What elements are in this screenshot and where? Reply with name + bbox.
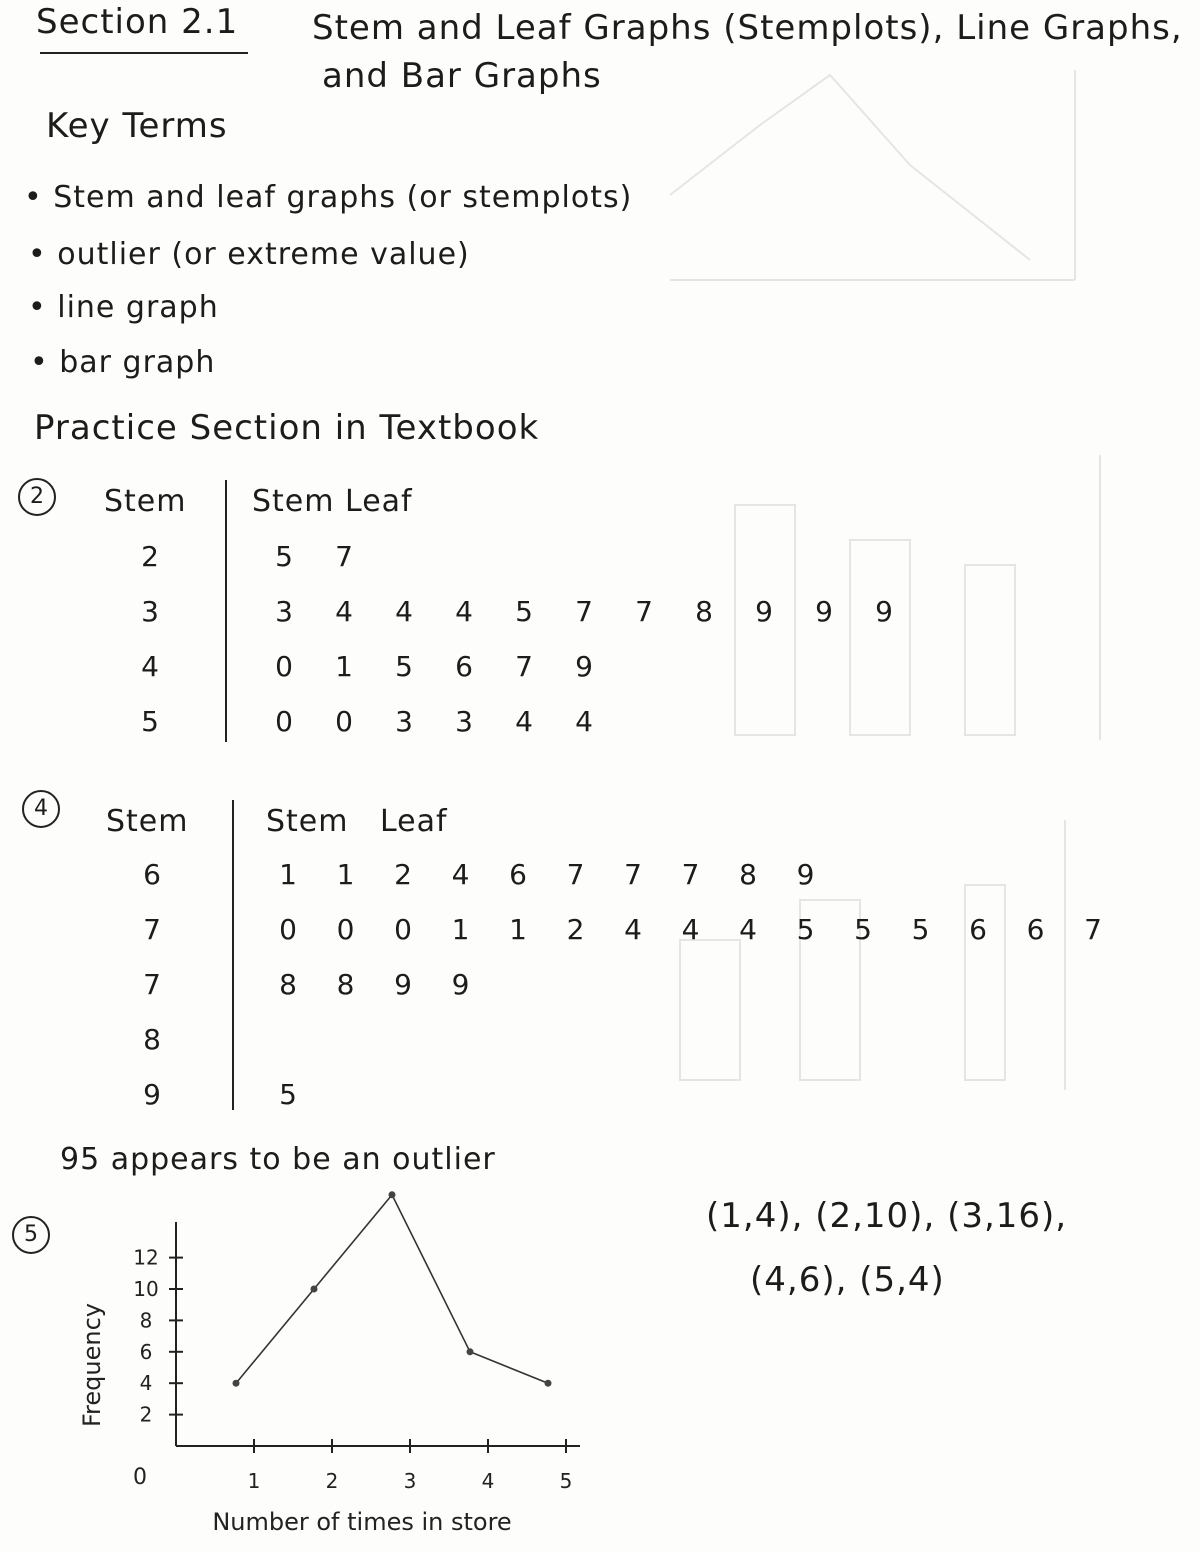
p2-leaf: 0 — [275, 650, 293, 683]
p2-leaf: 9 — [755, 595, 773, 628]
p4-leaf: 6 — [1026, 913, 1045, 946]
x-tick-label: 2 — [325, 1469, 339, 1493]
p2-stem-leaf-header: Stem Leaf — [252, 484, 413, 519]
p2-leaf: 5 — [395, 650, 413, 683]
problem-number-4: 4 — [22, 790, 60, 828]
p4-leaf: 9 — [796, 858, 815, 891]
ordered-pairs-line1: (1,4), (2,10), (3,16), — [706, 1196, 1068, 1236]
p4-leaf: 8 — [279, 968, 297, 1001]
p2-stem: 2 — [141, 540, 159, 573]
p2-leaf: 5 — [275, 540, 293, 573]
ordered-pairs-line2: (4,6), (5,4) — [750, 1260, 945, 1300]
key-term-item: • line graph — [28, 290, 219, 325]
p4-leaf: 5 — [854, 913, 872, 946]
y-tick-label: 6 — [139, 1339, 153, 1364]
key-term-text: outlier (or extreme value) — [57, 237, 470, 272]
p4-leaf: 5 — [279, 1078, 297, 1111]
p4-leaf: 8 — [739, 858, 757, 891]
key-terms-heading: Key Terms — [46, 106, 228, 146]
x-tick-label: 3 — [403, 1469, 417, 1493]
p2-leaf: 6 — [455, 650, 473, 683]
key-term-text: line graph — [57, 290, 219, 325]
p2-leaf: 4 — [335, 595, 353, 628]
p4-leaf: 8 — [336, 968, 355, 1001]
p4-leaf: 1 — [451, 913, 470, 946]
p4-stem-header: Stem — [106, 804, 189, 839]
p2-stem-divider — [225, 480, 227, 742]
p4-stem: 8 — [143, 1023, 161, 1056]
y-tick-label: 2 — [139, 1402, 153, 1427]
p4-leaf-header: Leaf — [380, 804, 448, 839]
x-tick-label: 1 — [247, 1469, 261, 1493]
p4-stem: 9 — [143, 1078, 161, 1111]
p2-leaf: 7 — [575, 595, 593, 628]
key-term-item: • bar graph — [30, 345, 216, 380]
x-tick-label: 4 — [481, 1469, 495, 1493]
origin-label: 0 — [133, 1465, 147, 1490]
p2-leaf: 9 — [815, 595, 833, 628]
p4-stem: 7 — [143, 968, 161, 1001]
problem-number-5: 5 — [12, 1216, 50, 1254]
p2-leaf: 4 — [395, 595, 413, 628]
p4-leaf: 1 — [279, 858, 297, 891]
p4-leaf: 2 — [394, 858, 412, 891]
p4-leaf: 4 — [451, 858, 470, 891]
p4-leaf: 9 — [451, 968, 470, 1001]
p2-leaf: 5 — [515, 595, 533, 628]
key-term-text: Stem and leaf graphs (or stemplots) — [53, 180, 633, 215]
x-tick-label: 5 — [559, 1469, 573, 1493]
key-term-item: • Stem and leaf graphs (or stemplots) — [24, 180, 633, 215]
practice-heading: Practice Section in Textbook — [34, 408, 540, 448]
p2-leaf: 4 — [455, 595, 473, 628]
p2-leaf: 9 — [875, 595, 893, 628]
y-tick-label: 4 — [139, 1371, 153, 1396]
p4-leaf: 6 — [969, 913, 987, 946]
page-title-line2: and Bar Graphs — [322, 56, 602, 96]
section-label: Section 2.1 — [36, 2, 239, 42]
p2-stem: 4 — [141, 650, 159, 683]
p4-leaf: 6 — [509, 858, 527, 891]
p4-leaf: 9 — [394, 968, 412, 1001]
p2-leaf: 9 — [575, 650, 593, 683]
outlier-note: 95 appears to be an outlier — [60, 1142, 496, 1177]
p2-leaf: 0 — [335, 705, 353, 738]
p4-leaf: 7 — [1084, 913, 1102, 946]
p2-leaf: 4 — [575, 705, 593, 738]
p4-stem: 7 — [143, 913, 161, 946]
y-tick-label: 12 — [133, 1245, 159, 1270]
p4-leaf: 0 — [336, 913, 355, 946]
p4-leaf: 4 — [739, 913, 757, 946]
p4-leaf: 0 — [394, 913, 412, 946]
p2-leaf: 4 — [515, 705, 533, 738]
section-underline — [40, 52, 248, 54]
p2-leaf: 7 — [635, 595, 653, 628]
p4-stem-divider — [232, 800, 234, 1110]
p2-leaf: 7 — [335, 540, 353, 573]
p4-leaf: 4 — [681, 913, 700, 946]
p2-leaf: 3 — [275, 595, 293, 628]
problem-number-2: 2 — [18, 478, 56, 516]
p2-leaf: 3 — [455, 705, 473, 738]
p2-leaf: 1 — [335, 650, 353, 683]
p4-leaf: 7 — [681, 858, 700, 891]
p2-stem-header: Stem — [104, 484, 187, 519]
p4-leaf: 2 — [566, 913, 585, 946]
p2-leaf: 8 — [695, 595, 713, 628]
p4-leaf: 0 — [279, 913, 297, 946]
p4-leaf: 4 — [624, 913, 642, 946]
p4-leaf: 7 — [566, 858, 585, 891]
p2-leaf: 3 — [395, 705, 413, 738]
p4-leaf: 5 — [911, 913, 930, 946]
p2-leaf: 7 — [515, 650, 533, 683]
p4-leaf: 1 — [509, 913, 527, 946]
p4-stem: 6 — [143, 858, 161, 891]
key-term-text: bar graph — [59, 345, 216, 380]
y-tick-label: 8 — [139, 1308, 153, 1333]
page-title-line1: Stem and Leaf Graphs (Stemplots), Line Graphs, — [312, 8, 1183, 48]
key-term-item: • outlier (or extreme value) — [28, 237, 470, 272]
p4-leaf: 1 — [336, 858, 355, 891]
y-tick-label: 10 — [133, 1277, 159, 1301]
p2-leaf: 0 — [275, 705, 293, 738]
y-axis-label: Frequency — [78, 1303, 106, 1427]
p4-leaf: 7 — [624, 858, 642, 891]
p4-stem-header-2: Stem — [266, 804, 349, 839]
p2-stem: 3 — [141, 595, 159, 628]
p2-stem: 5 — [141, 705, 159, 738]
p4-leaf: 5 — [796, 913, 815, 946]
x-axis-label: Number of times in store — [212, 1508, 512, 1536]
